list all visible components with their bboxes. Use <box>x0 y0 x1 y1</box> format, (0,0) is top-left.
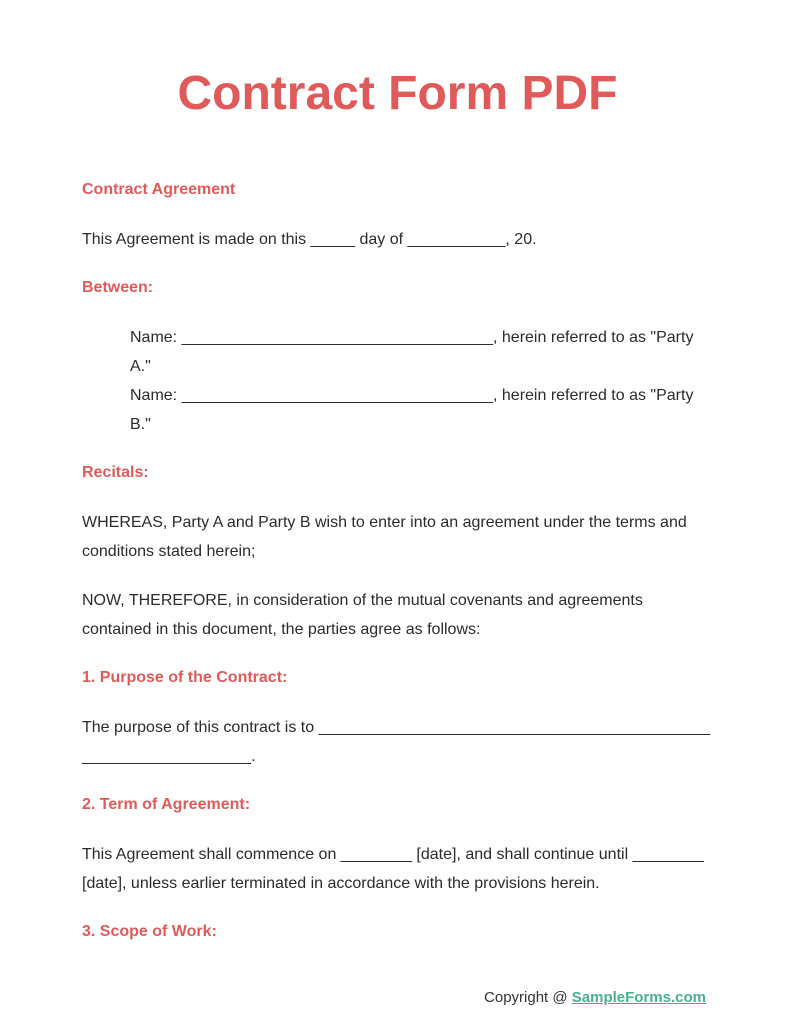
purpose-text: The purpose of this contract is to _______________________________________________________________. <box>82 719 711 765</box>
section-heading-term: 2. Term of Agreement: <box>82 796 251 813</box>
brand-link[interactable]: SampleForms.com <box>571 989 706 1006</box>
party-a-line: Name: ___________________________________, herein referred to as "Party A." <box>130 329 694 375</box>
term-text: This Agreement shall commence on ________ [date], and shall continue until ________ [date], unless earlier terminated in accordance with the provisions herein. <box>82 846 704 892</box>
parties-block <box>82 323 712 439</box>
party-b-line: Name: ___________________________________, herein referred to as "Party B." <box>130 387 694 433</box>
recital-therefore: NOW, THEREFORE, in consideration of the mutual covenants and agreements contained in this document, the parties agree as follows: <box>82 592 643 638</box>
footer-copyright <box>484 987 706 1009</box>
copyright-text: Copyright @ <box>484 989 572 1006</box>
section-heading-recitals: Recitals: <box>82 464 149 481</box>
section-heading-contract-agreement: Contract Agreement <box>82 181 236 198</box>
page-title: Contract Form PDF <box>177 67 618 120</box>
recital-whereas: WHEREAS, Party A and Party B wish to enter into an agreement under the terms and conditions stated herein; <box>82 514 687 560</box>
document-body <box>82 176 712 967</box>
agreement-date-line: This Agreement is made on this _____ day of ___________, 20. <box>82 231 537 248</box>
section-heading-between: Between: <box>82 279 154 296</box>
section-heading-purpose: 1. Purpose of the Contract: <box>82 669 288 686</box>
section-heading-scope: 3. Scope of Work: <box>82 923 217 940</box>
